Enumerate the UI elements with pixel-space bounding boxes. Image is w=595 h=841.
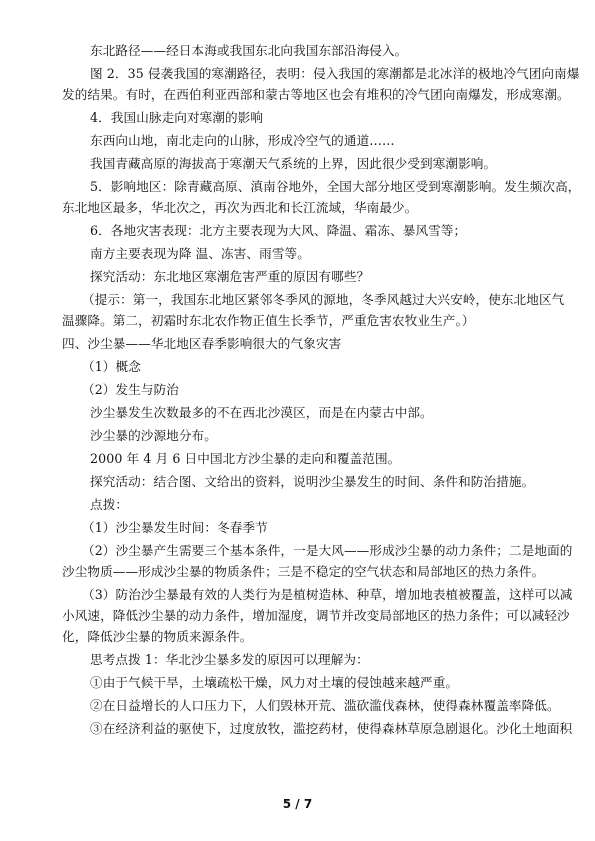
text-line: 温骤降。第二，初霜时东北农作物正值生长季节，严重危害农牧业生产。）: [62, 313, 475, 328]
text-line: 东北路径——经日本海或我国东北向我国东部沿海侵入。: [90, 43, 408, 58]
text-line: 沙尘暴发生次数最多的不在西北沙漠区，而是在内蒙古中部。: [90, 405, 433, 420]
text-line: 6．各地灾害表现：北方主要表现为大风、降温、霜冻、暴风雪等；: [90, 223, 467, 238]
text-line: 发的结果。有时，在西伯利亚西部和蒙古等地区也会有堆积的冷气团向南爆发，形成寒潮。: [62, 87, 570, 102]
text-line: （1）沙尘暴发生时间：冬春季节: [82, 520, 268, 535]
text-line: 东西向山地，南北走向的山脉，形成冷空气的通道……: [90, 133, 395, 148]
text-line: 5．影响地区：除青藏高原、滇南谷地外，全国大部分地区受到寒潮影响。发生频次高，: [90, 179, 581, 194]
text-line: 南方主要表现为降 温、冻害、雨雪等。: [90, 246, 310, 261]
text-line: 沙尘物质——形成沙尘暴的物质条件；三是不稳定的空气状态和局部地区的热力条件。: [62, 564, 545, 579]
text-line: ①由于气候干旱，土壤疏松干燥，风力对土壤的侵蚀越来越严重。: [90, 675, 459, 690]
text-line: （1）概念: [82, 359, 141, 374]
text-line: 我国青藏高原的海拔高于寒潮天气系统的上界，因此很少受到寒潮影响。: [90, 156, 497, 171]
text-line: ③在经济利益的驱使下，过度放牧，滥挖药材，使得森林草原急剧退化。沙化土地面积: [90, 721, 573, 736]
text-line: （2）沙尘暴产生需要三个基本条件，一是大风——形成沙尘暴的动力条件；二是地面的: [82, 543, 573, 558]
text-line: 图 2．35 侵袭我国的寒潮路径，表明：侵入我国的寒潮都是北冰洋的极地冷气团向南爆: [90, 66, 580, 81]
text-line: 探究活动：结合图、文给出的资料，说明沙尘暴发生的时间、条件和防治措施。: [90, 474, 535, 489]
text-line: （2）发生与防治: [82, 382, 179, 397]
text-line: （提示：第一，我国东北地区紧邻冬季风的源地，冬季风越过大兴安岭，使东北地区气: [82, 292, 565, 307]
text-line: （3）防治沙尘暴最有效的人类行为是植树造林、种草，增加地表植被覆盖，这样可以减: [82, 587, 573, 602]
page-number: 5 / 7: [282, 797, 313, 811]
text-line: 探究活动：东北地区寒潮危害严重的原因有哪些？: [90, 269, 370, 284]
text-line: 点拨：: [90, 497, 129, 512]
text-line: 化，降低沙尘暴的物质来源条件。: [62, 629, 253, 644]
text-line: 思考点拨 1：华北沙尘暴多发的原因可以理解为：: [90, 652, 369, 667]
section-heading: 四、沙尘暴——华北地区春季影响很大的气象灾害: [62, 336, 342, 351]
text-line: 沙尘暴的沙源地分布。: [90, 428, 217, 443]
text-line: 4．我国山脉走向对寒潮的影响: [90, 110, 264, 125]
text-line: 东北地区最多，华北次之，再次为西北和长江流域，华南最少。: [62, 200, 418, 215]
text-line: ②在日益增长的人口压力下，人们毁林开荒、滥砍滥伐森林，使得森林覆盖率降低。: [90, 698, 560, 713]
text-line: 2000 年 4 月 6 日中国北方沙尘暴的走向和覆盖范围。: [90, 451, 401, 466]
text-line: 小风速，降低沙尘暴的动力条件，增加湿度，调节并改变局部地区的热力条件；可以减轻沙: [62, 608, 570, 623]
